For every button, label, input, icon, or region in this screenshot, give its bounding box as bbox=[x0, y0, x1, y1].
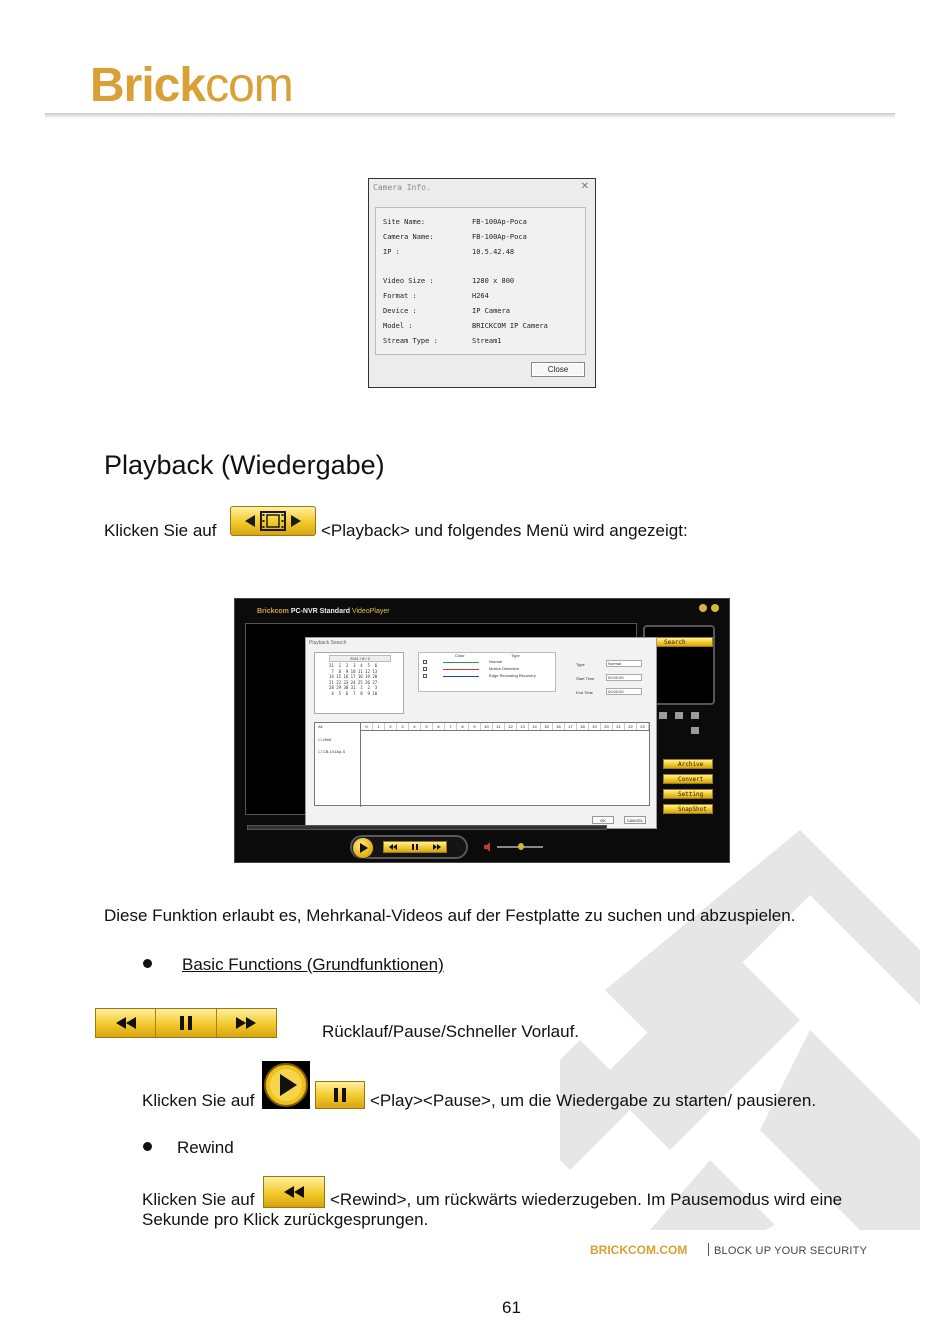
calendar[interactable] bbox=[314, 652, 404, 714]
hour-cell: 16 bbox=[553, 723, 565, 730]
hour-cell: 22 bbox=[625, 723, 637, 730]
info-row-device: Device : IP Camera bbox=[383, 307, 510, 315]
start-time-label: Start Time bbox=[576, 676, 595, 681]
header-divider bbox=[45, 113, 895, 119]
playback-search-dialog bbox=[305, 637, 657, 829]
legend-type-motion: Motion Detection bbox=[489, 666, 520, 671]
start-time-input[interactable]: 00:00:00 bbox=[606, 674, 642, 681]
tree-header-all: All bbox=[318, 724, 323, 729]
archive-button[interactable]: Archive bbox=[663, 759, 713, 769]
record-type-legend bbox=[418, 652, 556, 692]
info-row-site-name: Site Name: FB-100Ap-Poca bbox=[383, 218, 527, 226]
transport-mini-bar[interactable] bbox=[383, 841, 447, 853]
rewind-heading: Rewind bbox=[177, 1138, 234, 1157]
pause-icon bbox=[333, 1088, 347, 1102]
transport-bar bbox=[95, 1008, 277, 1038]
layout-3x3-icon[interactable] bbox=[691, 712, 699, 719]
hour-cell: 12 bbox=[505, 723, 517, 730]
hour-cell: 11 bbox=[493, 723, 505, 730]
rewind-text-after: <Rewind>, um rückwärts wiederzugeben. Im Pausemodus wird eine bbox=[330, 1190, 843, 1209]
description-text: Diese Funktion erlaubt es, Mehrkanal-Videos auf der Festplatte zu suchen und abzuspielen. bbox=[104, 906, 796, 925]
hour-cell: 5 bbox=[421, 723, 433, 730]
legend-checkbox[interactable] bbox=[423, 674, 427, 678]
volume-knob[interactable] bbox=[518, 843, 524, 850]
intro-text-before: Klicken Sie auf bbox=[104, 521, 217, 540]
footer-slogan: BLOCK UP YOUR SECURITY bbox=[714, 1245, 868, 1257]
layout-2x2-icon[interactable] bbox=[675, 712, 683, 719]
legend-line-edge bbox=[443, 676, 479, 677]
playback-button[interactable] bbox=[230, 506, 316, 536]
rewind-icon bbox=[283, 1186, 305, 1198]
camera-info-dialog bbox=[368, 178, 596, 388]
next-arrow-icon bbox=[290, 514, 302, 528]
legend-line-motion bbox=[443, 669, 479, 670]
camera-info-panel bbox=[375, 207, 586, 355]
section-heading: Playback (Wiedergabe) bbox=[104, 450, 385, 480]
play-icon bbox=[262, 1061, 310, 1109]
snapshot-button[interactable]: SnapShot bbox=[663, 804, 713, 814]
legend-checkbox[interactable] bbox=[423, 667, 427, 671]
search-button[interactable]: Search bbox=[649, 637, 713, 647]
dialog-title: Camera Info. bbox=[373, 183, 431, 192]
hour-cell: 17 bbox=[565, 723, 577, 730]
legend-type-normal: Normal bbox=[489, 659, 502, 664]
rewind-button-large[interactable] bbox=[263, 1176, 325, 1208]
legend-type-header: Type bbox=[511, 653, 520, 658]
play-button[interactable] bbox=[352, 837, 374, 859]
prev-arrow-icon bbox=[244, 514, 256, 528]
search-dialog-title: Playback Search bbox=[309, 640, 347, 646]
play-text-before: Klicken Sie auf bbox=[142, 1091, 255, 1110]
footer-divider bbox=[708, 1243, 709, 1256]
hour-cell: 14 bbox=[529, 723, 541, 730]
legend-type-edge: Edge Recording Recovery bbox=[489, 673, 536, 678]
transport-mini-icons bbox=[383, 841, 447, 853]
ok-button[interactable]: OK bbox=[592, 816, 614, 824]
seek-bar[interactable] bbox=[247, 825, 607, 830]
bullet-dot bbox=[143, 1142, 152, 1151]
close-button[interactable]: Close bbox=[531, 362, 585, 377]
end-time-input[interactable]: 00:00:00 bbox=[606, 688, 642, 695]
fullscreen-icon[interactable] bbox=[691, 727, 699, 734]
info-row-format: Format : H264 bbox=[383, 292, 489, 300]
basic-functions-link[interactable]: Basic Functions (Grundfunktionen) bbox=[182, 955, 444, 974]
window-close-icon[interactable] bbox=[711, 604, 719, 612]
hour-cell: 23 bbox=[637, 723, 649, 730]
tree-item[interactable]: ☐ CB-101Ap-S bbox=[318, 749, 346, 754]
rewind-button[interactable] bbox=[96, 1009, 156, 1037]
calendar-days[interactable]: 31 1 2 3 4 5 6 7 8 9 10 11 12 13 14 15 16 17 18 19 20 21 22 23 24 25 26 27 28 29 30 31 1 2 3 4 5 6 7 8 9 10 bbox=[329, 663, 378, 696]
brickcom-watermark bbox=[560, 830, 920, 1230]
minimize-icon[interactable] bbox=[699, 604, 707, 612]
info-row-stream-type: Stream Type : Stream1 bbox=[383, 337, 502, 345]
end-time-label: End Time bbox=[576, 690, 593, 695]
cancel-button[interactable]: CANCEL bbox=[624, 816, 646, 824]
brickcom-logo bbox=[90, 58, 293, 114]
video-player-screenshot bbox=[234, 598, 730, 863]
close-icon[interactable]: ✕ bbox=[580, 181, 589, 192]
hour-cell: 9 bbox=[469, 723, 481, 730]
info-row-ip: IP : 10.5.42.48 bbox=[383, 248, 515, 256]
play-button-large[interactable] bbox=[262, 1061, 310, 1109]
volume-icon[interactable] bbox=[483, 842, 493, 852]
pause-button[interactable] bbox=[156, 1009, 216, 1037]
intro-text-after: <Playback> und folgendes Menü wird angezeigt: bbox=[321, 521, 688, 540]
hour-cell: 2 bbox=[385, 723, 397, 730]
info-row-video-size: Video Size : 1280 x 800 bbox=[383, 277, 515, 285]
logo-bold-text: Brick bbox=[90, 59, 206, 112]
calendar-header: 2011 / 8 / 2 bbox=[329, 655, 391, 662]
legend-line-normal bbox=[443, 662, 479, 663]
tree-item[interactable]: ☐ v9n6 bbox=[318, 737, 332, 742]
hour-cell: 4 bbox=[409, 723, 421, 730]
timeline-table bbox=[314, 722, 650, 806]
transport-caption: Rücklauf/Pause/Schneller Vorlauf. bbox=[322, 1022, 580, 1041]
hour-cell: 7 bbox=[445, 723, 457, 730]
hour-cell: 0 bbox=[361, 723, 373, 730]
play-icon bbox=[352, 837, 374, 859]
setting-button[interactable]: Setting bbox=[663, 789, 713, 799]
convert-button[interactable]: Convert bbox=[663, 774, 713, 784]
hour-cell: 8 bbox=[457, 723, 469, 730]
hour-cell: 3 bbox=[397, 723, 409, 730]
rewind-text-line2: Sekunde pro Klick zurückgesprungen. bbox=[142, 1210, 429, 1229]
film-icon bbox=[260, 511, 286, 531]
rewind-text-before: Klicken Sie auf bbox=[142, 1190, 255, 1209]
hour-cell: 20 bbox=[601, 723, 613, 730]
bullet-dot bbox=[143, 959, 152, 968]
hour-cell: 18 bbox=[577, 723, 589, 730]
play-text-after: <Play><Pause>, um die Wiedergabe zu starten/ pausieren. bbox=[370, 1091, 817, 1110]
pause-button-large[interactable] bbox=[315, 1081, 365, 1109]
hour-header bbox=[361, 723, 649, 731]
pause-icon bbox=[179, 1016, 193, 1030]
layout-1x1-icon[interactable] bbox=[659, 712, 667, 719]
hour-cell: 6 bbox=[433, 723, 445, 730]
player-title: Brickcom PC-NVR Standard VideoPlayer bbox=[257, 608, 390, 615]
legend-color-header: Color bbox=[455, 653, 465, 658]
logo-light-text: com bbox=[205, 59, 293, 112]
info-row-model: Model : BRICKCOM IP Camera bbox=[383, 322, 548, 330]
hour-cell: 13 bbox=[517, 723, 529, 730]
rewind-icon bbox=[115, 1017, 137, 1029]
info-row-camera-name: Camera Name: FB-100Ap-Poca bbox=[383, 233, 527, 241]
channel-tree bbox=[315, 723, 361, 807]
type-label: Type bbox=[576, 662, 585, 667]
hour-cell: 15 bbox=[541, 723, 553, 730]
hour-cell: 19 bbox=[589, 723, 601, 730]
hour-cell: 21 bbox=[613, 723, 625, 730]
page-number: 61 bbox=[502, 1298, 521, 1317]
hour-cell: 10 bbox=[481, 723, 493, 730]
fast-forward-button[interactable] bbox=[217, 1009, 276, 1037]
footer-brand: BRICKCOM.COM bbox=[590, 1243, 688, 1257]
hour-cell: 1 bbox=[373, 723, 385, 730]
legend-checkbox[interactable] bbox=[423, 660, 427, 664]
type-select[interactable]: Normal bbox=[606, 660, 642, 667]
fast-forward-icon bbox=[235, 1017, 257, 1029]
